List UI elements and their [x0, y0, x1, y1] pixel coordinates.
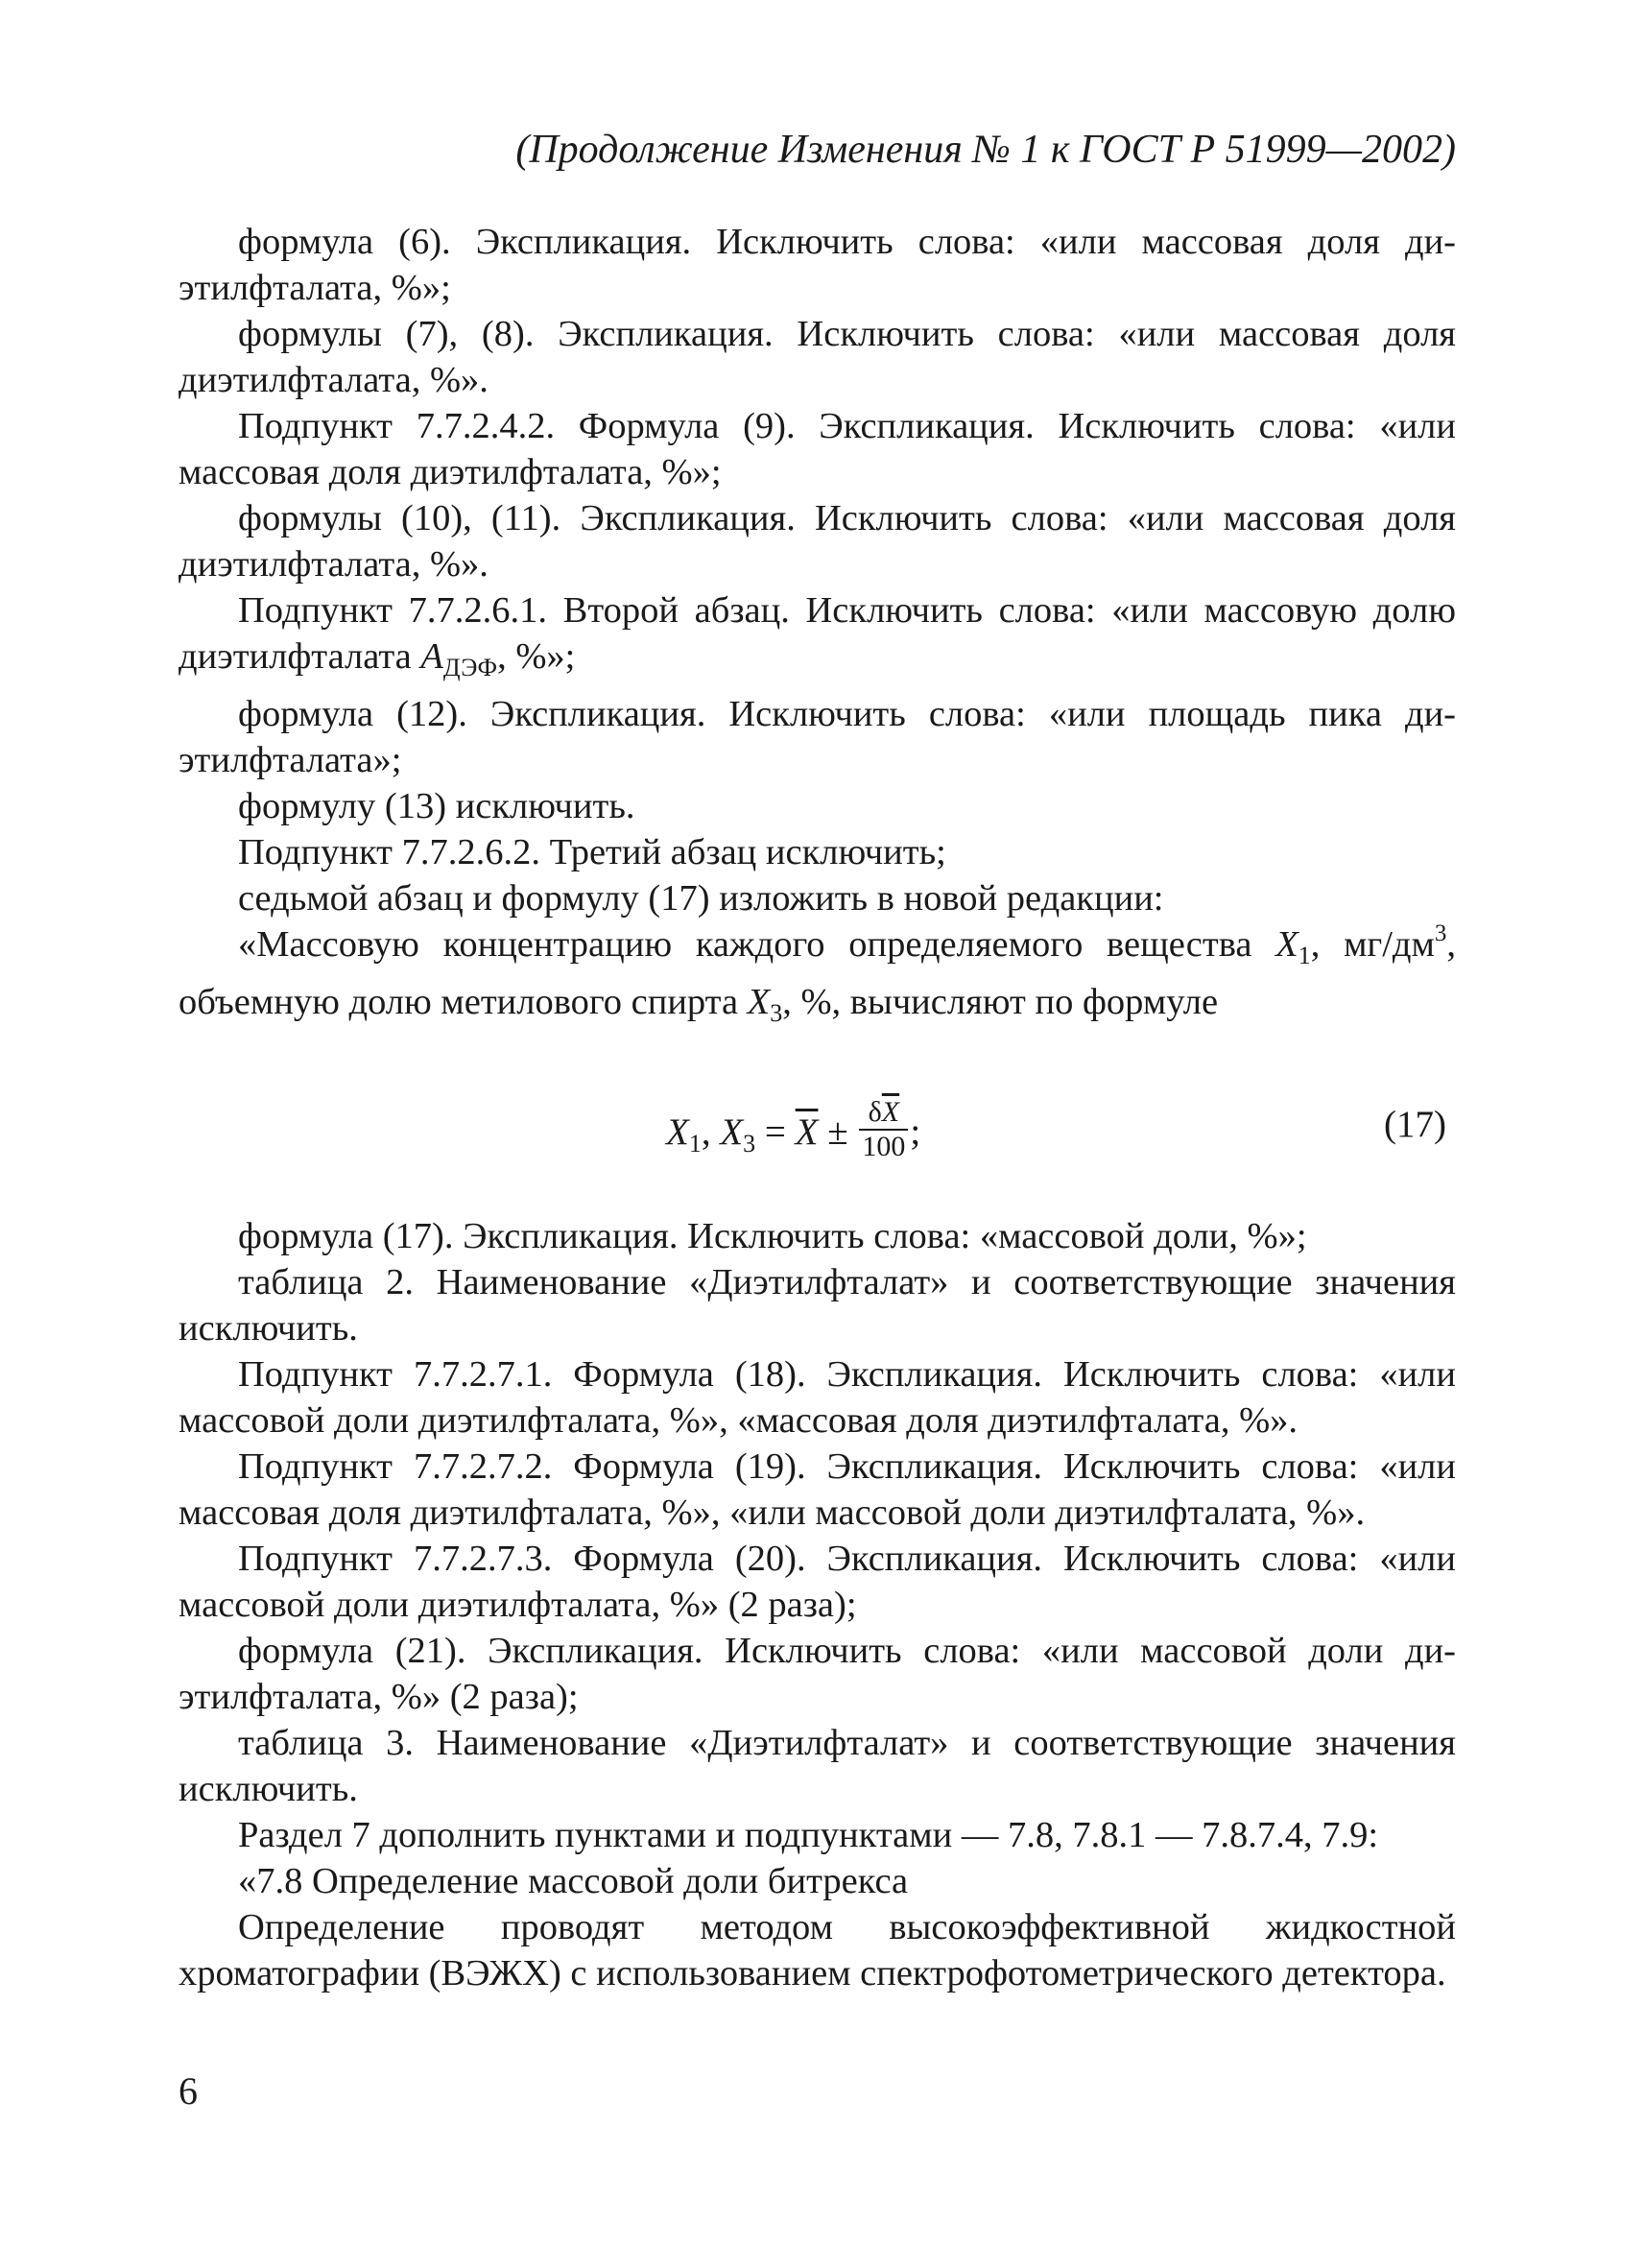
formula-semicolon: ; — [910, 1110, 921, 1153]
fraction-denominator: 100 — [862, 1131, 906, 1162]
paragraph-9: седьмой абзац и формулу (17) изложить в новой редакции: — [238, 878, 1164, 919]
formula-equals: = — [755, 1110, 796, 1153]
page-number: 6 — [179, 2069, 198, 2113]
paragraph-16: формула (21). Экспликация. Исключить слова: «или массовой доли ди-этилфталата, %» (2 раза); — [179, 1631, 1456, 1717]
numerator-delta: δ — [868, 1096, 882, 1128]
formula-fraction — [859, 1096, 908, 1163]
paragraph-8: Подпункт 7.7.2.6.2. Третий абзац исключить; — [238, 832, 946, 872]
conc-text-1: «Массовую концентрацию каждого определяемого вещества — [238, 924, 1276, 965]
numerator-mean-x: $\overline{X}$ — [881, 1096, 900, 1128]
equation-number: (17) — [1384, 1104, 1446, 1145]
paragraph-20: Определение проводят методом высокоэффективной жидкостной хроматографии (ВЭЖХ) с использованием спектрофотометрического детектора. — [179, 1907, 1456, 1993]
paragraph-17: таблица 3. Наименование «Диэтилфталат» и соответствующие значения исключить. — [179, 1723, 1456, 1809]
superscript-3: 3 — [1434, 920, 1447, 946]
paragraph-19: «7.8 Определение массовой доли битрекса — [238, 1861, 909, 1901]
paragraph-3: Подпункт 7.7.2.4.2. Формула (9). Экспликация. Исключить слова: «или массовая доля диэтилфталата, %»; — [179, 406, 1456, 492]
paragraph-adef-tail: , %»; — [497, 636, 576, 677]
formula-17-block — [179, 1085, 1456, 1184]
variable-x3: X — [747, 982, 771, 1022]
paragraph-6: формула (12). Экспликация. Исключить слова: «или площадь пика ди-этилфталата»; — [179, 694, 1456, 780]
paragraph-2: формулы (7), (8). Экспликация. Исключить слова: «или массовая доля диэтилфталата, %». — [179, 314, 1456, 400]
subscript-1: 1 — [1298, 942, 1311, 969]
paragraph-14: Подпункт 7.7.2.7.2. Формула (19). Экспликация. Исключить слова: «или массовая доля диэтилфталата, %», «или массовой доли диэтилфталата, %». — [179, 1446, 1456, 1533]
formula-x1: X — [666, 1110, 689, 1153]
variable-a: А — [420, 636, 443, 677]
paragraph-18: Раздел 7 дополнить пунктами и подпунктами — 7.8, 7.8.1 — 7.8.7.4, 7.9: — [238, 1815, 1379, 1855]
formula-x3: X — [720, 1110, 744, 1153]
paragraph-adef — [179, 587, 1456, 691]
paragraph-1: формула (6). Экспликация. Исключить слова: «или массовая доля ди-этилфталата, %»; — [179, 222, 1456, 308]
paragraph-concentration — [179, 921, 1456, 1037]
conc-text-4: , %, вычисляют по формуле — [782, 982, 1219, 1022]
subscript-def: ДЭФ — [442, 654, 498, 681]
formula-17 — [666, 1096, 921, 1169]
paragraph-adef-text: Подпункт 7.7.2.6.1. Второй абзац. Исключить слова: «или массовую долю диэтилфталата — [179, 590, 1456, 677]
variable-x1: X — [1275, 924, 1299, 965]
running-title: (Продолжение Изменения № 1 к ГОСТ Р 51999—2002) — [515, 128, 1456, 172]
fraction-numerator — [859, 1096, 908, 1131]
formula-sub-3: 3 — [743, 1129, 756, 1158]
paragraph-4: формулы (10), (11). Экспликация. Исключить слова: «или массовая доля диэтилфталата, %». — [179, 498, 1456, 585]
paragraph-15: Подпункт 7.7.2.7.3. Формула (20). Экспликация. Исключить слова: «или массовой доли диэтилфталата, %» (2 раза); — [179, 1539, 1456, 1625]
document-body — [179, 219, 1456, 1996]
formula-plus-minus: ± — [818, 1110, 858, 1153]
paragraph-7: формулу (13) исключить. — [238, 786, 635, 826]
paragraph-12: таблица 2. Наименование «Диэтилфталат» и соответствующие значения исключить. — [179, 1262, 1456, 1349]
subscript-3: 3 — [770, 999, 783, 1027]
paragraph-13: Подпункт 7.7.2.7.1. Формула (18). Экспликация. Исключить слова: «или массовой доли диэтилфталата, %», «массовая доля диэтилфталата, %». — [179, 1354, 1456, 1441]
formula-mean-x: $\overline{X}$ — [795, 1110, 819, 1153]
paragraph-11: формула (17). Экспликация. Исключить слова: «массовой доли, %»; — [238, 1216, 1307, 1256]
conc-text-2: , мг/дм — [1310, 924, 1435, 965]
conc-text-3: , объемную долю метилового спирта — [179, 924, 1456, 1022]
formula-separator: , — [701, 1110, 721, 1153]
formula-sub-1: 1 — [688, 1129, 702, 1158]
